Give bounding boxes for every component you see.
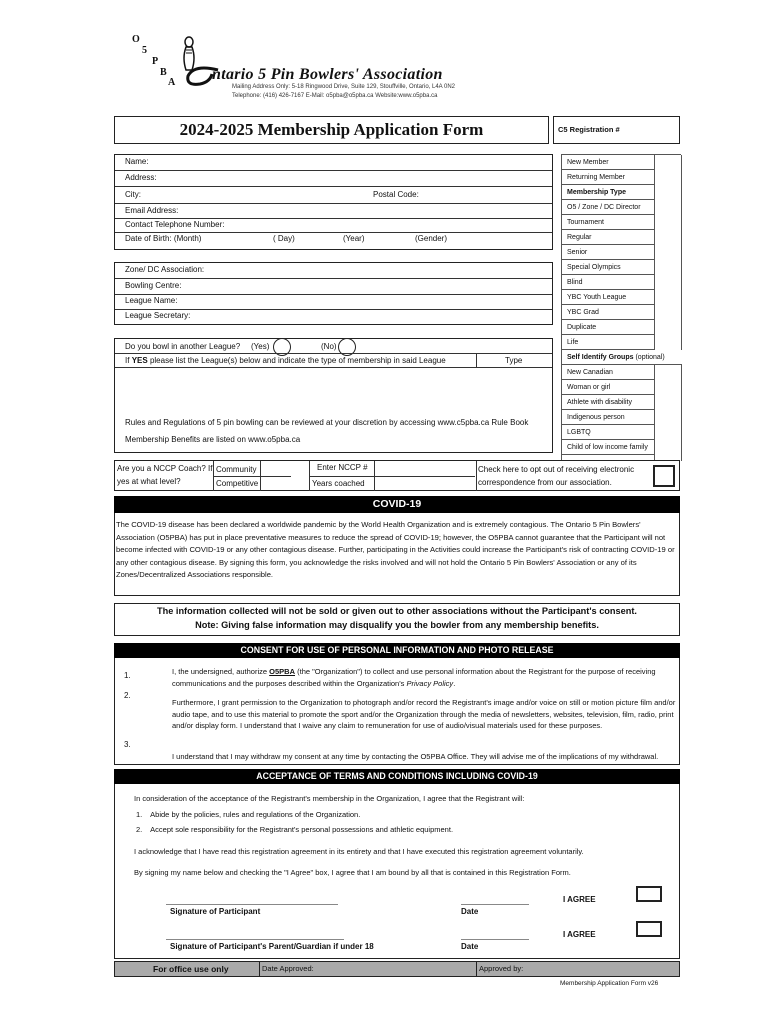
city-label: City: xyxy=(125,190,141,199)
competitive-checkbox[interactable] xyxy=(261,477,308,491)
other-league-no-label: (No) xyxy=(321,342,337,351)
sidebar-item: New Member xyxy=(562,155,654,170)
sidebar-item: New Canadian xyxy=(562,365,654,380)
other-league-question: Do you bowl in another League? xyxy=(125,342,241,351)
mailing-address: Mailing Address Only: 5-18 Ringwood Drive, Suite 129, Stouffville, Ontario, L4A 0N2 xyxy=(232,84,456,90)
i-agree-label: I AGREE xyxy=(563,895,596,904)
league-secretary-label: League Secretary: xyxy=(125,311,191,320)
terms-intro: In consideration of the acceptance of the Registrant's membership in the Organization, I agree that the Registrant will: xyxy=(134,794,525,803)
sidebar-item: Woman or girl xyxy=(562,380,654,395)
consent-number-1: 1. xyxy=(124,671,131,680)
logo xyxy=(132,34,212,88)
guardian-i-agree-label: I AGREE xyxy=(563,930,596,939)
other-league-box xyxy=(114,338,553,453)
email-label: Email Address: xyxy=(125,206,179,215)
consent-number-2: 2. xyxy=(124,691,131,700)
league-name-label: League Name: xyxy=(125,296,178,305)
nccp-question-line2: yes at what level? xyxy=(117,477,181,486)
competitive-option[interactable]: Competitive xyxy=(216,479,259,488)
office-use-label: For office use only xyxy=(153,964,229,974)
rules-text: Rules and Regulations of 5 pin bowling can be reviewed at your discretion by accessing www.c5pba.ca Rule Book xyxy=(125,418,529,427)
sidebar-item: Athlete with disability xyxy=(562,395,654,410)
logo-letter-b: B xyxy=(160,67,167,78)
date-approved-field[interactable] xyxy=(259,962,475,976)
personal-info-box xyxy=(114,154,553,250)
sidebar-item: YBC Grad xyxy=(562,305,654,320)
membership-sidebar xyxy=(561,154,681,460)
guardian-signature-label: Signature of Participant's Parent/Guardian if under 18 xyxy=(170,942,374,951)
approved-by-field[interactable] xyxy=(476,962,679,976)
terms-title: ACCEPTANCE OF TERMS AND CONDITIONS INCLUDING COVID-19 xyxy=(114,769,680,784)
approved-by-label: Approved by: xyxy=(479,964,524,973)
guardian-signature-line[interactable] xyxy=(166,939,344,940)
logo-letter-o: O xyxy=(132,34,140,45)
consent-paragraph-1: I, the undersigned, authorize O5PBA (the "Organization") to collect and use personal information about the Registrant for the purpose of receiving communications and the purposes described within the Organization's Privacy Policy. xyxy=(172,667,656,688)
opt-out-checkbox[interactable] xyxy=(653,465,675,487)
sidebar-item: Tournament xyxy=(562,215,654,230)
participant-signature-line[interactable] xyxy=(166,904,338,905)
guardian-i-agree-checkbox[interactable] xyxy=(636,921,662,937)
i-agree-checkbox[interactable] xyxy=(636,886,662,902)
nccp-number-input[interactable] xyxy=(375,461,475,476)
other-league-list-area[interactable] xyxy=(115,368,552,414)
covid-text: The COVID-19 disease has been declared a worldwide pandemic by the World Health Organization and is extremely contagious. The Ontario 5 Pin Bowlers' Association (O5PBA) has put in place preventative measures to reduce the spread of COVID-19; however, the O5PBA cannot guarantee that the Participant will not become infected with COVID-19 or any other contagious disease. Further, participating in the Activities could increase the Participant's risk of contracting COVID-19 or any other contagious disease. By signing this form, you acknowledge the risks involved and will not hold the Ontario 5 Pin Bowlers' Association or any of its Zones/Decentralized Associations responsible. xyxy=(116,520,675,579)
sidebar-item: Life xyxy=(562,335,654,350)
nccp-question-line1: Are you a NCCP Coach? If xyxy=(117,464,213,473)
consent-paragraph-2: Furthermore, I grant permission to the Organization to photograph and/or record the Registrant's image and/or voice on still or motion picture film and/or audio tape, and to use this material to promote the sport and/or the Organization through the media of newsletters, websites, television, film, radio, print and/or display form. I understand that I waive any claim to remuneration for use of audio/visual materials used for these purposes. xyxy=(172,698,676,730)
office-use-row xyxy=(114,961,680,977)
terms-acknowledge: I acknowledge that I have read this registration agreement in its entirety and that I have executed this registration agreement voluntarily. xyxy=(134,847,584,856)
logo-letter-p: P xyxy=(152,56,159,67)
benefits-text: Membership Benefits are listed on www.o5pba.ca xyxy=(125,435,301,444)
sidebar-item: Child of low income family xyxy=(562,440,654,455)
form-title: 2024-2025 Membership Application Form xyxy=(179,120,484,139)
enter-nccp-label: Enter NCCP # xyxy=(317,463,368,472)
covid-title: COVID-19 xyxy=(114,496,680,513)
dob-month-label: Date of Birth: (Month) xyxy=(125,234,202,243)
other-league-yes-label: (Yes) xyxy=(251,342,270,351)
zone-field[interactable] xyxy=(115,265,552,274)
bowling-centre-field[interactable] xyxy=(115,281,552,290)
date-approved-label: Date Approved: xyxy=(262,964,314,973)
address-label: Address: xyxy=(125,173,157,182)
phone-label: Contact Telephone Number: xyxy=(125,220,225,229)
city-field[interactable] xyxy=(115,190,552,199)
consent-paragraph-3: I understand that I may withdraw my consent at any time by contacting the O5PBA Office. They will advise me of the implications of my withdrawal. xyxy=(172,752,659,761)
phone-field[interactable] xyxy=(115,220,552,229)
dob-year-label: (Year) xyxy=(343,234,365,243)
self-identify-label: Self Identify Groups xyxy=(567,354,634,361)
participant-signature-label: Signature of Participant xyxy=(170,907,261,916)
sidebar-item: Returning Member xyxy=(562,170,654,185)
consent-number-3: 3. xyxy=(124,740,131,749)
league-info-box xyxy=(114,262,553,325)
sidebar-item: LGBTQ xyxy=(562,425,654,440)
opt-out-text-line2: correspondence from our association. xyxy=(478,478,612,487)
sidebar-item: Special Olympics xyxy=(562,260,654,275)
league-name-field[interactable] xyxy=(115,296,552,305)
other-league-instructions: If YES please list the League(s) below and indicate the type of membership in said League xyxy=(125,356,446,365)
dob-day-label: ( Day) xyxy=(273,234,295,243)
opt-out-text-line1: Check here to opt out of receiving electronic xyxy=(478,465,635,474)
league-secretary-field[interactable] xyxy=(115,311,552,320)
gender-label: (Gender) xyxy=(415,234,448,243)
form-id: Membership Application Form v26 xyxy=(560,980,659,987)
sidebar-item: Membership Type xyxy=(562,185,654,200)
sidebar-item: Regular xyxy=(562,230,654,245)
participant-date-line[interactable] xyxy=(461,904,529,905)
c5-registration-label: C5 Registration # xyxy=(558,125,620,134)
guardian-date-label: Date xyxy=(461,942,479,951)
name-field[interactable] xyxy=(115,157,552,166)
self-identify-header xyxy=(562,350,682,365)
sidebar-item: Indigenous person xyxy=(562,410,654,425)
sidebar-item: Duplicate xyxy=(562,320,654,335)
participant-date-label: Date xyxy=(461,907,479,916)
sidebar-item: Blind xyxy=(562,275,654,290)
sidebar-item: O5 / Zone / DC Director xyxy=(562,200,654,215)
bowling-centre-label: Bowling Centre: xyxy=(125,281,182,290)
terms-item-1: 1. Abide by the policies, rules and regulations of the Organization. xyxy=(136,810,361,819)
guardian-date-line[interactable] xyxy=(461,939,529,940)
contact-info: Telephone: (416) 426-7167 E-Mail: o5pba@o5pba.ca Website:www.o5pba.ca xyxy=(232,93,438,99)
consent-title: CONSENT FOR USE OF PERSONAL INFORMATION AND PHOTO RELEASE xyxy=(114,643,680,658)
community-option[interactable]: Community xyxy=(216,465,257,474)
years-coached-label: Years coached xyxy=(312,479,365,488)
email-field[interactable] xyxy=(115,206,552,215)
logo-letter-a: A xyxy=(168,77,176,88)
name-label: Name: xyxy=(125,157,149,166)
postal-code-label: Postal Code: xyxy=(373,190,419,199)
sidebar-item: YBC Youth League xyxy=(562,290,654,305)
community-checkbox[interactable] xyxy=(261,461,308,476)
org-name: ntario 5 Pin Bowlers' Association xyxy=(212,66,443,83)
terms-bound: By signing my name below and checking the "I Agree" box, I agree that I am bound by all that is contained in this Registration Form. xyxy=(134,868,571,877)
years-coached-input[interactable] xyxy=(375,477,475,491)
type-column-label: Type xyxy=(505,356,523,365)
optional-label: (optional) xyxy=(635,354,665,361)
notice-line2: Note: Giving false information may disqualify you the bowler from any membership benefits. xyxy=(195,620,599,630)
nccp-section xyxy=(114,460,680,491)
notice-line1: The information collected will not be sold or given out to other associations without the Participant's consent. xyxy=(157,606,637,616)
zone-label: Zone/ DC Association: xyxy=(125,265,205,274)
sidebar-item: Senior xyxy=(562,245,654,260)
logo-letter-5: 5 xyxy=(142,45,147,56)
address-field[interactable] xyxy=(115,173,552,182)
dob-field[interactable] xyxy=(115,234,552,243)
terms-item-2: 2. Accept sole responsibility for the Registrant's personal possessions and athletic equipment. xyxy=(136,825,454,834)
